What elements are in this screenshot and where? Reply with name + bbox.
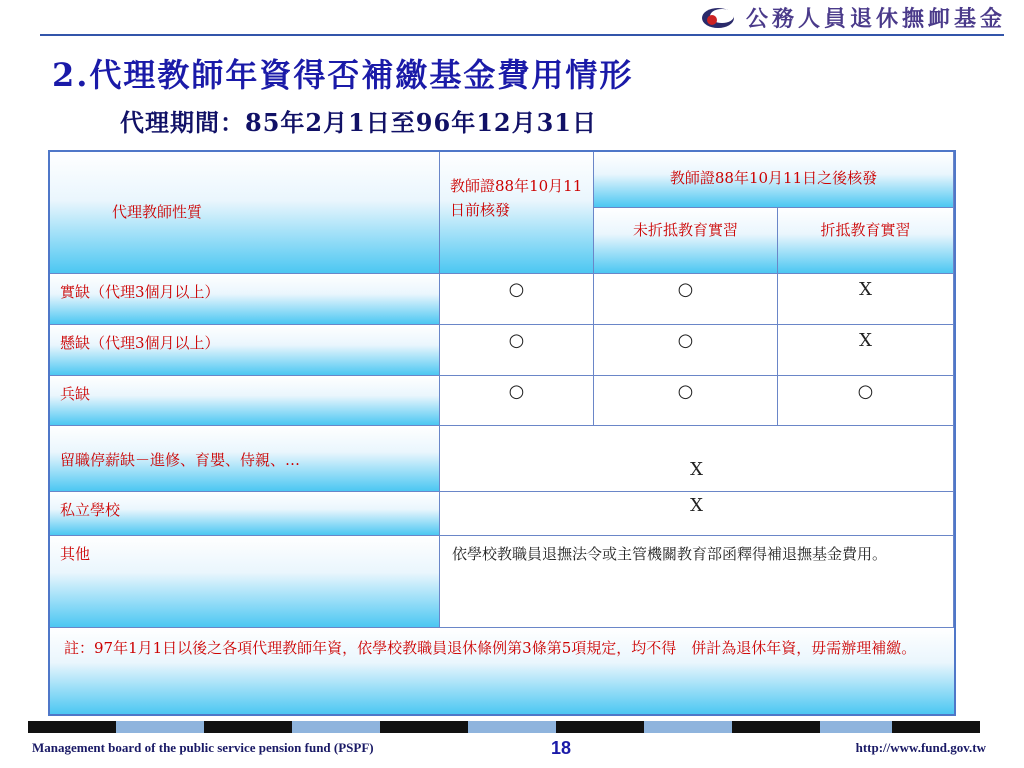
header-cell-nature <box>50 152 440 274</box>
header-cell-after88 <box>594 152 954 208</box>
row-label-text: 私立學校 <box>60 501 121 519</box>
header-nature-label: 代理教師性質 <box>112 203 203 221</box>
header-cell-offset <box>778 208 954 274</box>
cell-mark: ○ <box>508 381 525 402</box>
table-cell <box>778 376 954 426</box>
logo-text: 公務人員退休撫卹基金 <box>745 5 1006 32</box>
table-cell <box>778 325 954 376</box>
table-cell <box>778 274 954 325</box>
header-after88-label: 教師證88年10月11日之後核發 <box>669 169 878 187</box>
footer-url[interactable]: http://www.fund.gov.tw <box>855 740 986 755</box>
row-label-suspended <box>50 325 440 376</box>
row-label-text: 實缺（代理3個月以上） <box>60 283 220 301</box>
cell-mark: ○ <box>677 330 694 351</box>
eligibility-table <box>48 150 956 716</box>
row-label-leave <box>50 426 440 492</box>
table-cell <box>440 426 954 492</box>
table-cell <box>440 325 594 376</box>
logo-emblem-icon <box>700 4 740 30</box>
note-text: 註：97年1月1日以後之各項代理教師年資，依學校教職員退休條例第3條第5項規定，均不得 併計為退休年資，毋需辦理補繳。 <box>64 639 917 657</box>
slide-subtitle: 代理期間：85年2月1日至96年12月31日 <box>120 108 597 137</box>
header-rule <box>40 34 1004 36</box>
cell-mark: ○ <box>677 279 694 300</box>
cell-mark: ○ <box>508 330 525 351</box>
cell-mark: X <box>690 459 703 480</box>
cell-mark: ○ <box>677 381 694 402</box>
table-cell <box>594 376 778 426</box>
table-cell <box>594 325 778 376</box>
footer-bar <box>28 721 980 733</box>
cell-mark: ○ <box>508 279 525 300</box>
cell-mark: X <box>690 495 703 516</box>
footer-org: Management board of the public service pension fund (PSPF) <box>32 740 374 755</box>
table-cell <box>440 274 594 325</box>
row-label-vacancy <box>50 274 440 325</box>
header-cell-before88 <box>440 152 594 274</box>
row-label-military <box>50 376 440 426</box>
row-label-text: 兵缺 <box>60 385 91 403</box>
table-cell-other <box>440 536 954 628</box>
page-number: 18 <box>551 738 572 758</box>
pspf-logo <box>700 2 1006 32</box>
table-note <box>50 628 954 714</box>
row-label-other <box>50 536 440 628</box>
row-label-private <box>50 492 440 536</box>
header-offset-label: 折抵教育實習 <box>820 221 911 239</box>
table-cell <box>440 492 954 536</box>
row-label-text: 懸缺（代理3個月以上） <box>60 334 220 352</box>
slide-title: 2.代理教師年資得否補繳基金費用情形 <box>52 56 634 94</box>
other-description: 依學校教職員退撫法令或主管機關教育部函釋得補退撫基金費用。 <box>452 545 888 563</box>
table-cell <box>594 274 778 325</box>
header-cell-no-offset <box>594 208 778 274</box>
header-no-offset-label: 未折抵教育實習 <box>632 221 738 239</box>
cell-mark: ○ <box>857 381 874 402</box>
row-label-text: 留職停薪缺－進修、育嬰、侍親、… <box>60 451 301 469</box>
row-label-text: 其他 <box>60 545 91 563</box>
cell-mark: X <box>859 330 872 351</box>
header-before88-label: 教師證88年10月11日前核發 <box>450 177 583 219</box>
table-cell <box>440 376 594 426</box>
cell-mark: X <box>859 279 872 300</box>
